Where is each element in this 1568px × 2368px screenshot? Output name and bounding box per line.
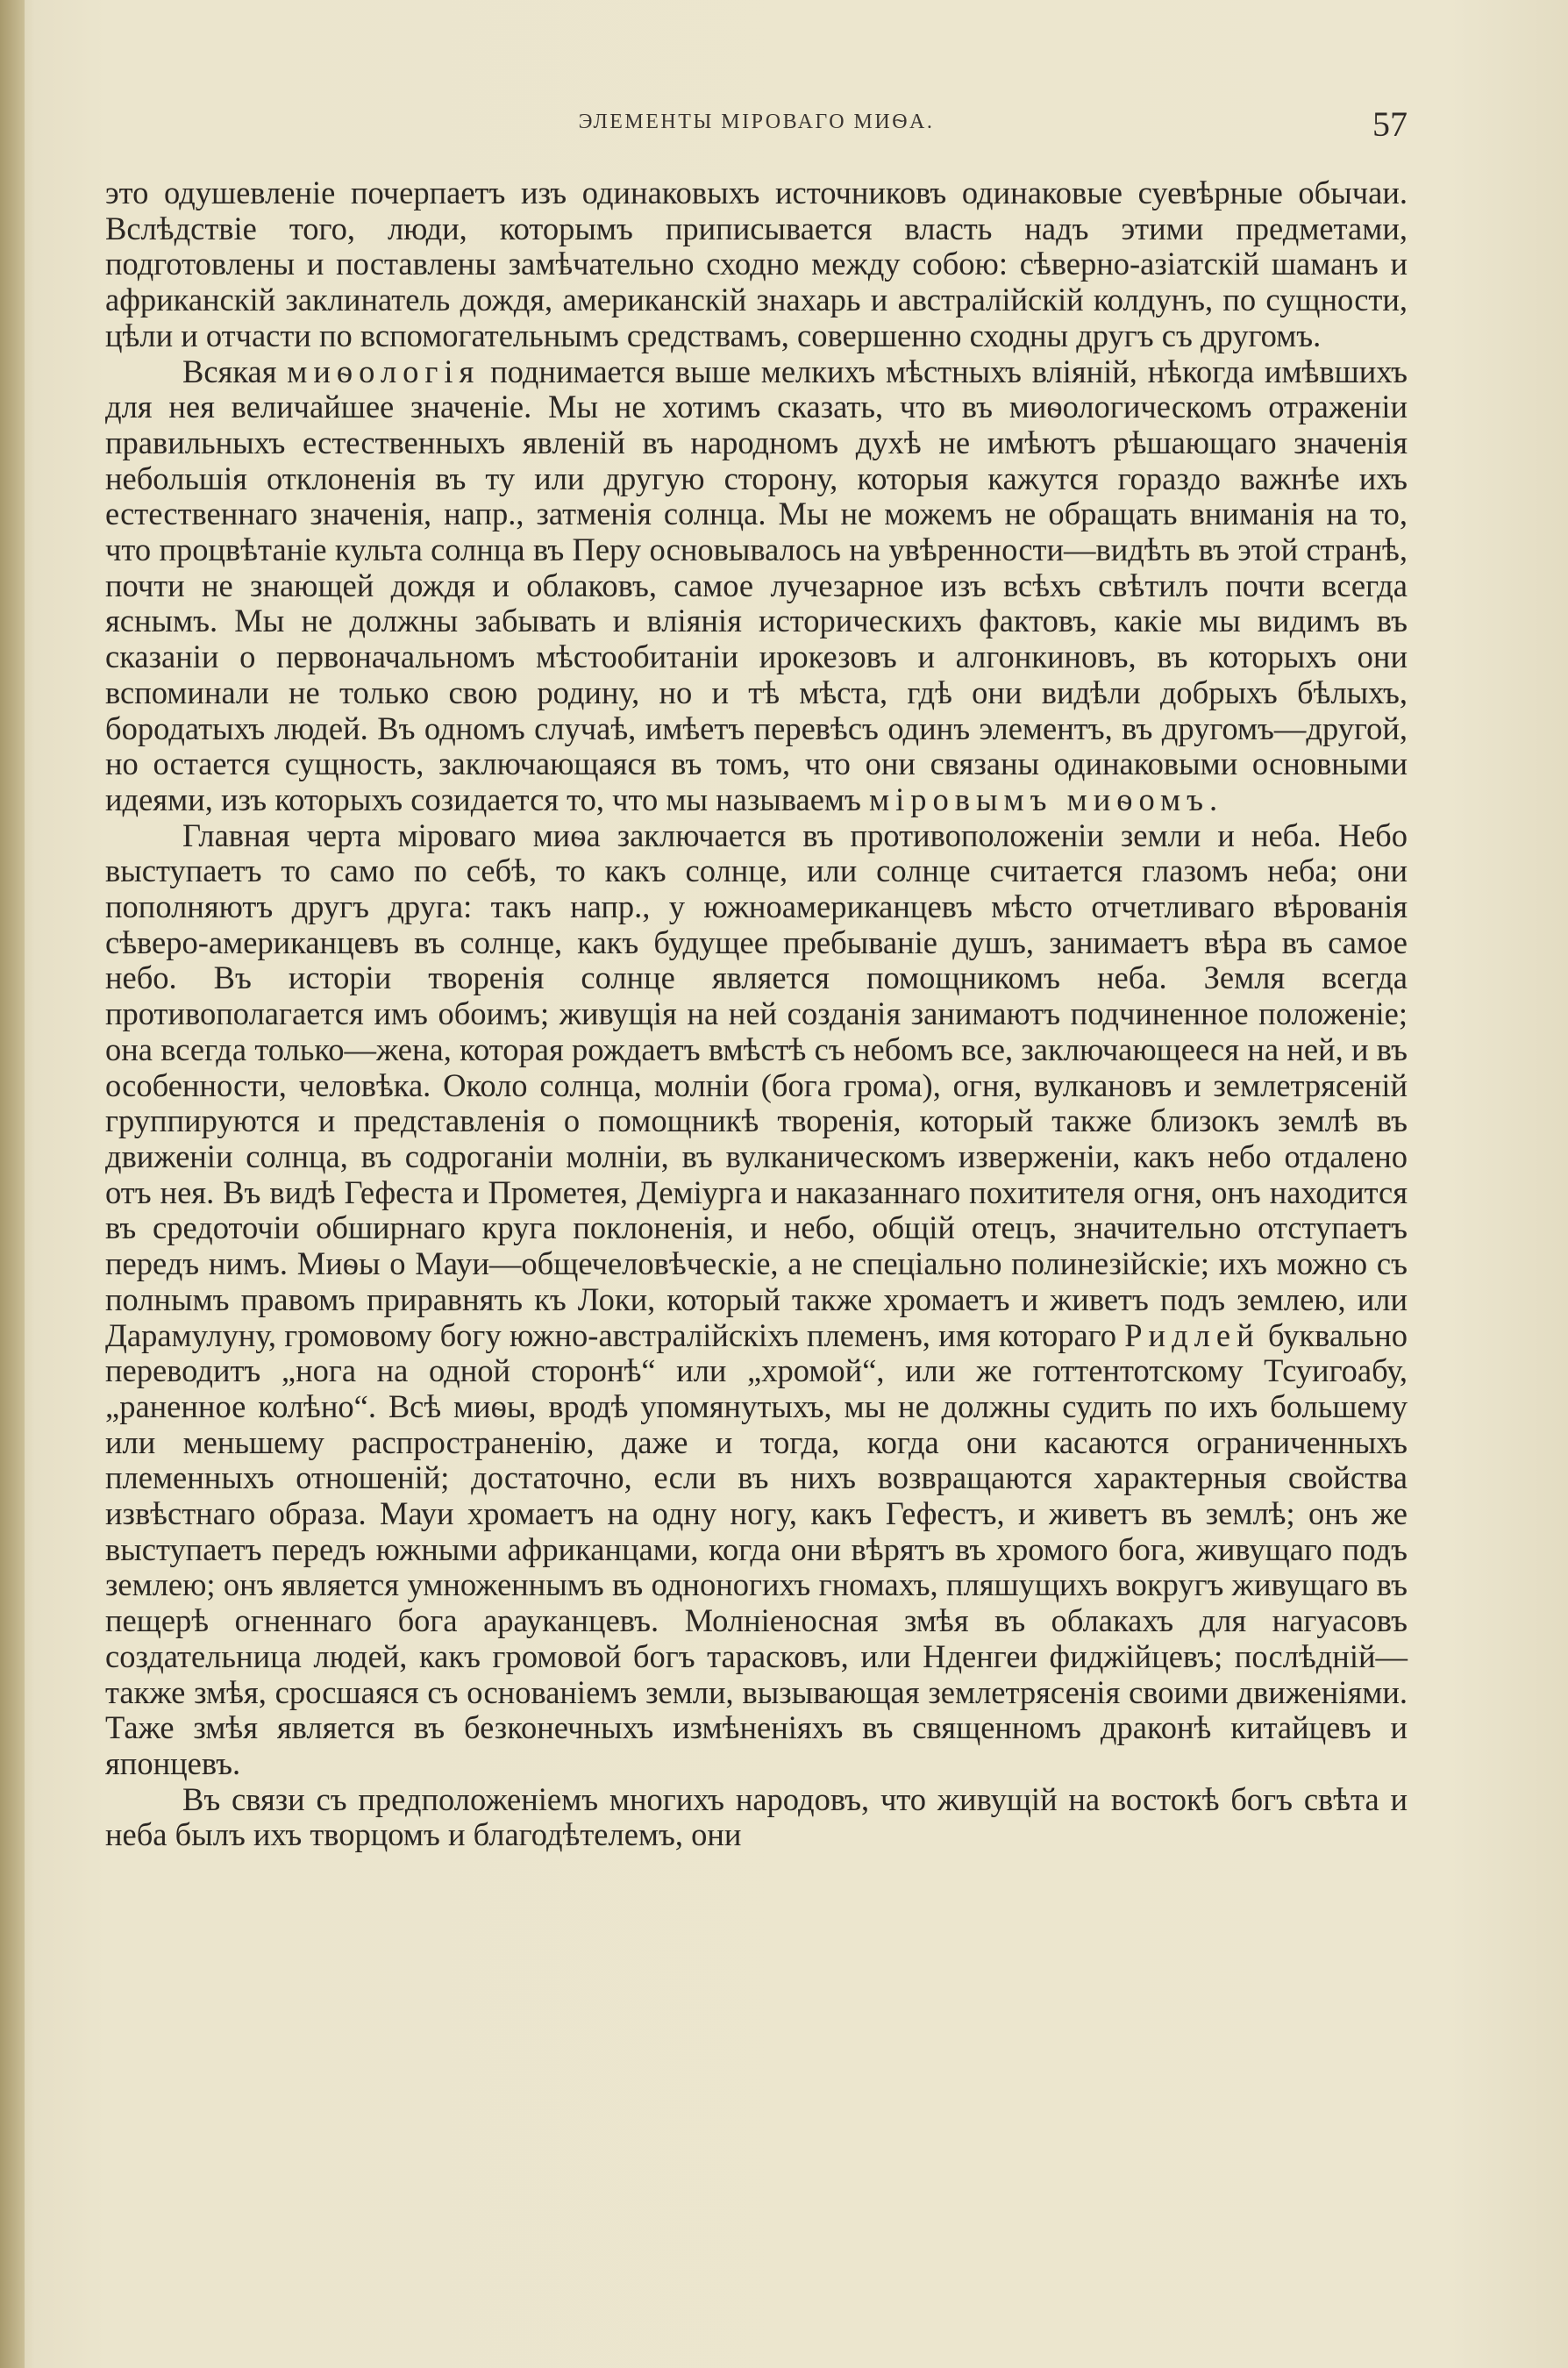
- page-spine-shadow: [0, 0, 25, 2368]
- paragraph-1: это одушевленіе почерпаетъ изъ одинаковыхъ источниковъ одинаковые суевѣрные обычаи. Вслѣдствіе того, люди, которымъ приписывается власть надъ этими предметами, подготовлены и поставлены замѣчательно сходно между собою: сѣверно-азіатскій шаманъ и африканскій заклинатель дождя, американскій знахарь и австралійскій колдунъ, по сущности, цѣли и отчасти по вспомогательнымъ средствамъ, совершенно сходны другъ съ другомъ.: [105, 175, 1408, 353]
- body-text: [105, 175, 1408, 1853]
- paragraph-2-part-a: Всякая: [182, 353, 288, 389]
- running-title: ЭЛЕМЕНТЫ МІРОВАГО МИѲА.: [578, 111, 935, 133]
- spaced-phrase-world-myth: міровымъ миѳомъ: [869, 781, 1210, 817]
- paragraph-2-part-c: .: [1209, 781, 1218, 817]
- page-header: [105, 103, 1408, 156]
- paragraph-3-part-b: буквально переводитъ „нога на одной сторонѣ“ или „хромой“, или же готтентотскому Тсуигоабу, „раненное колѣно“. Всѣ миѳы, вродѣ упомянутыхъ, мы не должны судить по ихъ большему или меньшему распространенію, даже и тогда, когда они касаются ограниченныхъ племенныхъ отношеній; достаточно, если въ нихъ возвращаются характерныя свойства извѣстнаго образа. Мауи хромаетъ на одну ногу, какъ Гефестъ, и живетъ въ землѣ; онъ же выступаетъ передъ южными африканцами, когда они вѣрятъ въ хромого бога, живущаго подъ землею; онъ является умноженнымъ въ одноногихъ гномахъ, пляшущихъ вокругъ живущаго въ пещерѣ огненнаго бога арауканцевъ. Молніеносная змѣя въ облакахъ для нагуасовъ создательница людей, какъ громовой богъ тарасковъ, или Нденгеи фиджійцевъ; послѣдній—также змѣя, сросшаяся съ основаніемъ земли, вызывающая землетрясенія своими движеніями. Таже змѣя является въ безконечныхъ измѣненіяхъ въ священномъ драконѣ китайцевъ и японцевъ.: [105, 1316, 1408, 1781]
- paragraph-2: [105, 354, 1408, 818]
- spaced-name-ridley: Ридлей: [1124, 1316, 1260, 1353]
- spaced-word-mythology: миѳологія: [287, 353, 481, 389]
- page-number: 57: [1372, 104, 1408, 144]
- paragraph-3: [105, 818, 1408, 1782]
- paragraph-4: Въ связи съ предположеніемъ многихъ народовъ, что живущій на востокѣ богъ свѣта и неба былъ ихъ творцомъ и благодѣтелемъ, они: [105, 1780, 1408, 1853]
- paragraph-2-part-b: поднимается выше мелкихъ мѣстныхъ вліяній, нѣкогда имѣвшихъ для нея величайшее значеніе. Мы не хотимъ сказать, что въ миѳологическомъ отраженіи правильныхъ естественныхъ явленій въ народномъ духѣ не имѣютъ рѣшающаго значенія небольшія отклоненія въ ту или другую сторону, которыя кажутся гораздо важнѣе ихъ естественнаго значенія, напр., затменія солнца. Мы не можемъ не обращать вниманія на то, что процвѣтаніе культа солнца въ Перу основывалось на увѣренности—видѣть въ этой странѣ, почти не знающей дождя и облаковъ, самое лучезарное изъ всѣхъ свѣтилъ почти всегда яснымъ. Мы не должны забывать и вліянія историческихъ фактовъ, какіе мы видимъ въ сказаніи о первоначальномъ мѣстообитаніи ирокезовъ и алгонкиновъ, въ которыхъ они вспоминали не только свою родину, но и тѣ мѣста, гдѣ они видѣли добрыхъ бѣлыхъ, бородатыхъ людей. Въ одномъ случаѣ, имѣетъ перевѣсъ одинъ элементъ, въ другомъ—другой, но остается сущность, заключающаяся въ томъ, что они связаны одинаковыми основными идеями, изъ которыхъ созидается то, что мы называемъ: [105, 353, 1408, 817]
- paragraph-3-part-a: Главная черта міроваго миѳа заключается въ противоположеніи земли и неба. Небо выступаетъ то само по себѣ, то какъ солнце, или солнце считается глазомъ неба; они пополняютъ другъ друга: такъ напр., у южноамериканцевъ мѣсто отчетливаго вѣрованія сѣверо-американцевъ въ солнце, какъ будущее пребываніе душъ, занимаетъ вѣра въ самое небо. Въ исторіи творенія солнце является помощникомъ неба. Земля всегда противополагается имъ обоимъ; живущія на ней созданія занимаютъ подчиненное положеніе; она всегда только—жена, которая рождаетъ вмѣстѣ съ небомъ все, заключающееся на ней, и въ особенности, человѣка. Около солнца, молніи (бога грома), огня, вулкановъ и землетрясеній группируются и представленія о помощникѣ творенія, который также близокъ землѣ въ движеніи солнца, въ содроганіи молніи, въ вулканическомъ изверженіи, какъ небо отдалено отъ нея. Въ видѣ Гефеста и Прометея, Деміурга и наказаннаго похитителя огня, онъ находится въ средоточіи обширнаго круга поклоненія, и небо, общій отецъ, значительно отступаетъ передъ нимъ. Миѳы о Мауи—общечеловѣческіе, а не спеціально полинезійскіе; ихъ можно съ полнымъ правомъ приравнять къ Локи, который также хромаетъ и живетъ подъ землею, или Дарамулуну, громовому богу южно-австралійскіхъ племенъ, имя котораго: [105, 817, 1408, 1353]
